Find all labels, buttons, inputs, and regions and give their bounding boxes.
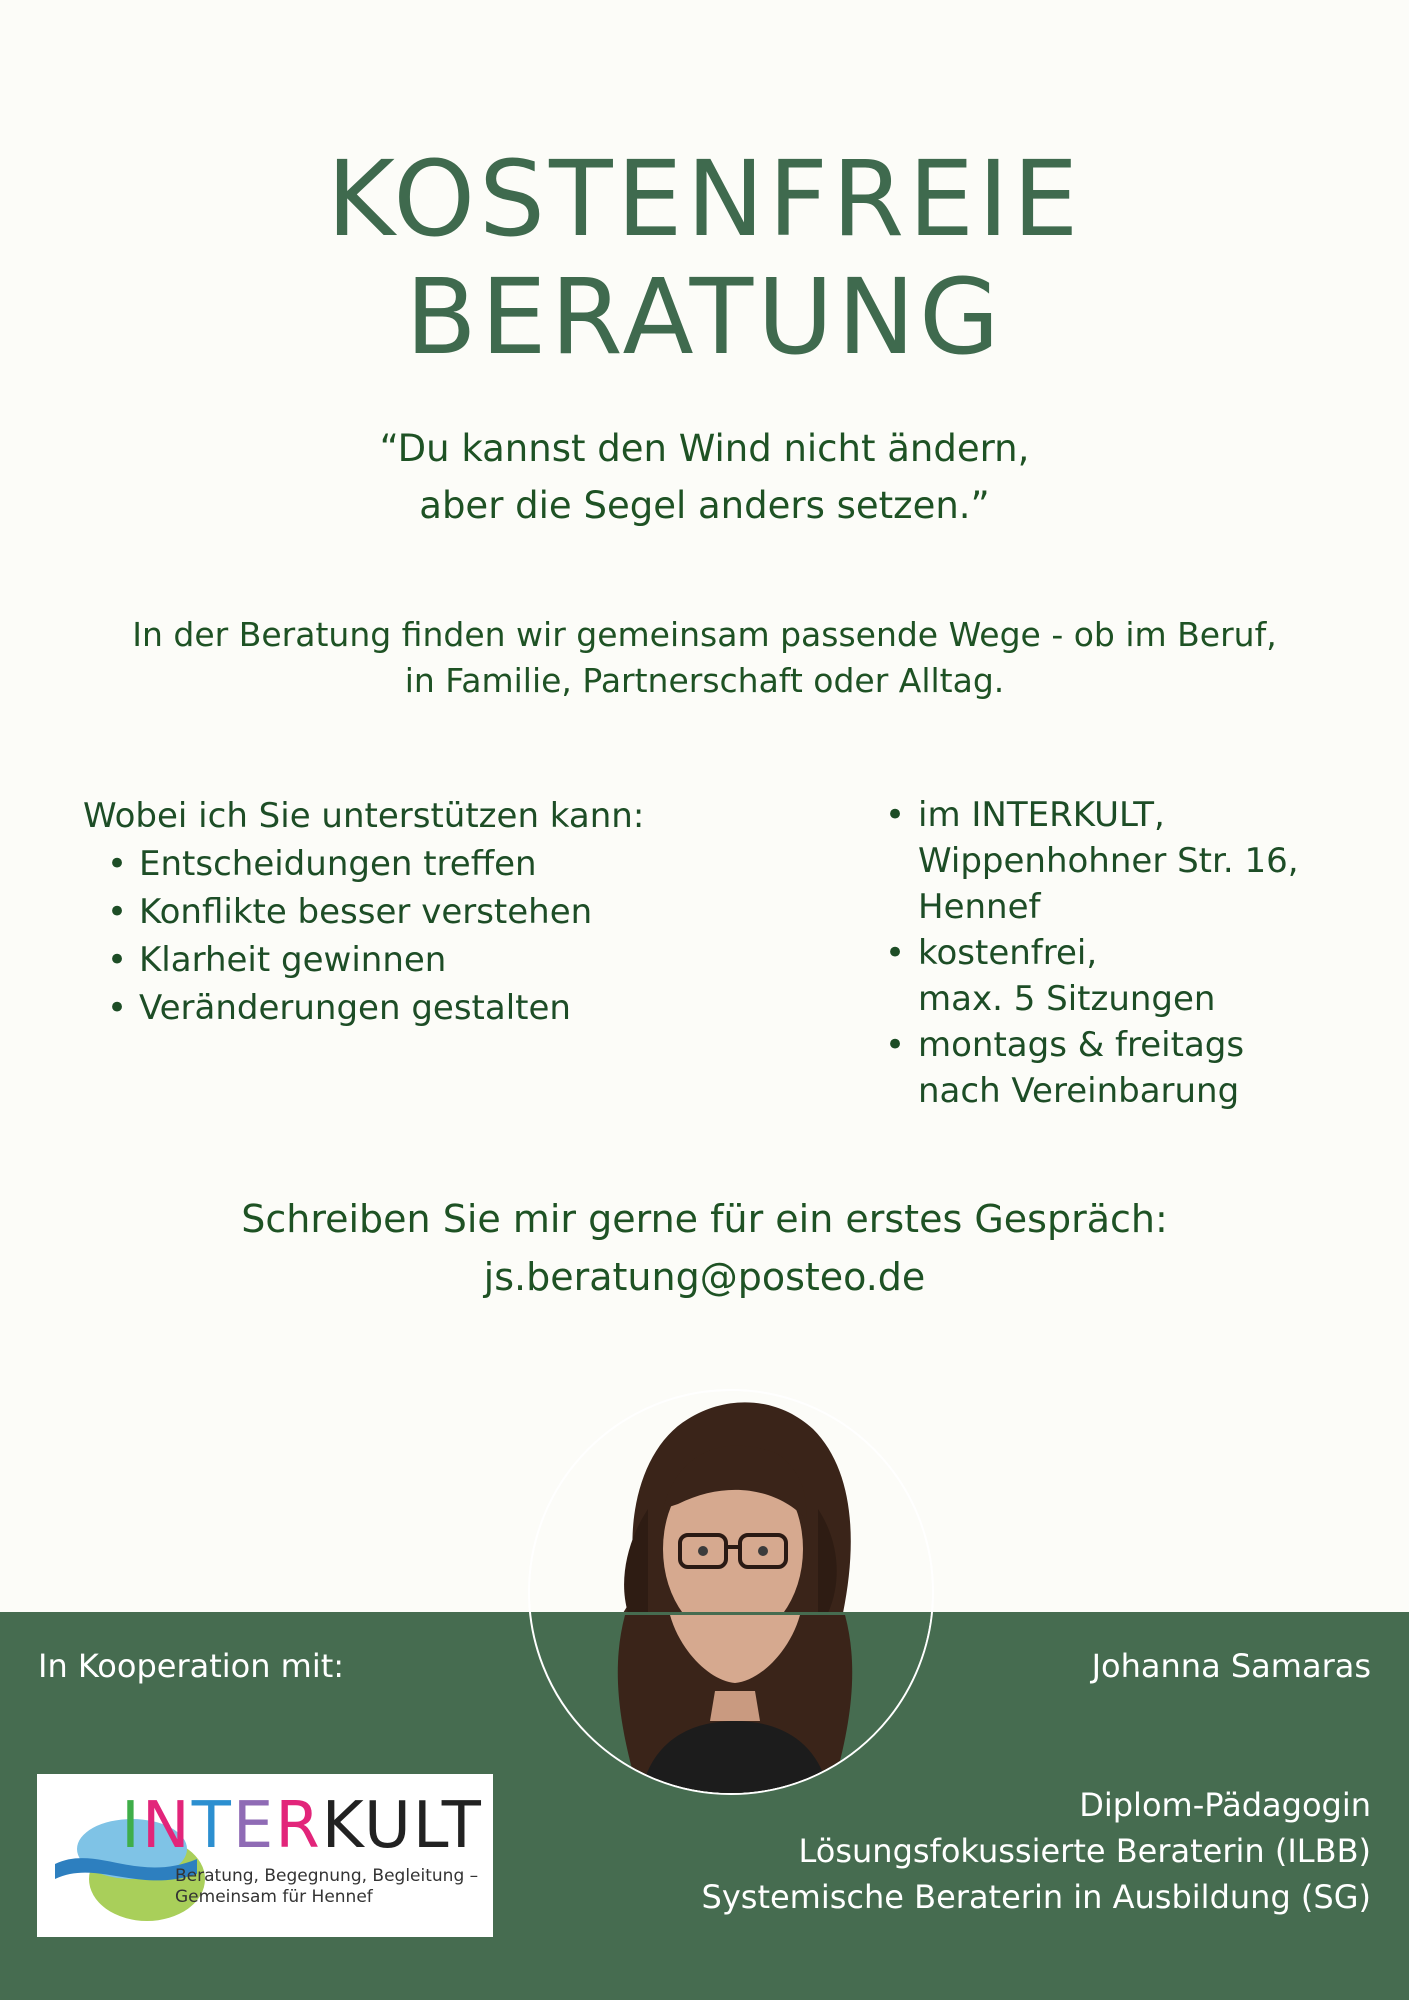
list-item: • Konflikte besser verstehen <box>83 888 823 936</box>
support-section <box>83 792 823 1032</box>
details-list <box>885 792 1405 1114</box>
support-heading: Wobei ich Sie unterstützen kann: <box>83 796 645 836</box>
title-line-1: KOSTENFREIE <box>326 138 1083 260</box>
quote <box>0 420 1409 534</box>
title-line-2: BERATUNG <box>405 256 1004 378</box>
cooperation-label: In Kooperation mit: <box>38 1647 345 1685</box>
schedule-item <box>885 1022 1405 1114</box>
location-line-1: • im INTERKULT, <box>918 795 1165 835</box>
contact-email[interactable]: js.beratung@posteo.de <box>483 1255 926 1299</box>
contact-prompt: Schreiben Sie mir gerne für ein erstes Gespräch: <box>241 1197 1168 1241</box>
page-title <box>0 140 1409 376</box>
location-item <box>885 792 1405 930</box>
list-item: • Veränderungen gestalten <box>83 984 823 1032</box>
location-line-2: Wippenhohner Str. 16, <box>918 841 1299 881</box>
logo-tagline-line-1: Beratung, Begegnung, Begleitung – <box>175 1866 479 1886</box>
portrait-lower <box>530 1391 934 1795</box>
interkult-logo <box>37 1774 493 1937</box>
support-list <box>83 840 823 1032</box>
schedule-line-2: nach Vereinbarung <box>918 1071 1240 1111</box>
credential-line: Lösungsfokussierte Beraterin (ILBB) <box>798 1832 1371 1870</box>
intro-line-2: in Familie, Partnerschaft oder Alltag. <box>404 661 1005 700</box>
quote-line-1: “Du kannst den Wind nicht ändern, <box>379 427 1030 470</box>
credential-line: Systemische Beraterin in Ausbildung (SG) <box>701 1878 1371 1916</box>
intro-text <box>0 612 1409 704</box>
logo-word-text: KULT <box>321 1789 483 1863</box>
quote-line-2: aber die Segel anders setzen.” <box>419 484 990 527</box>
list-item: • Klarheit gewinnen <box>83 936 823 984</box>
credential-line: Diplom-Pädagogin <box>1079 1786 1371 1824</box>
portrait-circle <box>528 1389 934 1795</box>
logo-word: INTERKULT <box>121 1789 483 1863</box>
cost-item <box>885 930 1405 1022</box>
counselor-name: Johanna Samaras <box>1091 1647 1371 1685</box>
list-item: • Entscheidungen treffen <box>83 840 823 888</box>
location-line-3: Hennef <box>918 887 1041 927</box>
intro-line-1: In der Beratung finden wir gemeinsam passende Wege - ob im Beruf, <box>132 615 1277 654</box>
logo-tagline <box>175 1866 485 1908</box>
details-section <box>885 792 1405 1114</box>
contact-section <box>0 1190 1409 1306</box>
schedule-line-1: • montags & freitags <box>918 1025 1245 1065</box>
cost-line-1: • kostenfrei, <box>918 933 1098 973</box>
cost-line-2: max. 5 Sitzungen <box>918 979 1216 1019</box>
logo-tagline-line-2: Gemeinsam für Hennef <box>175 1887 373 1907</box>
credentials <box>702 1782 1371 1920</box>
